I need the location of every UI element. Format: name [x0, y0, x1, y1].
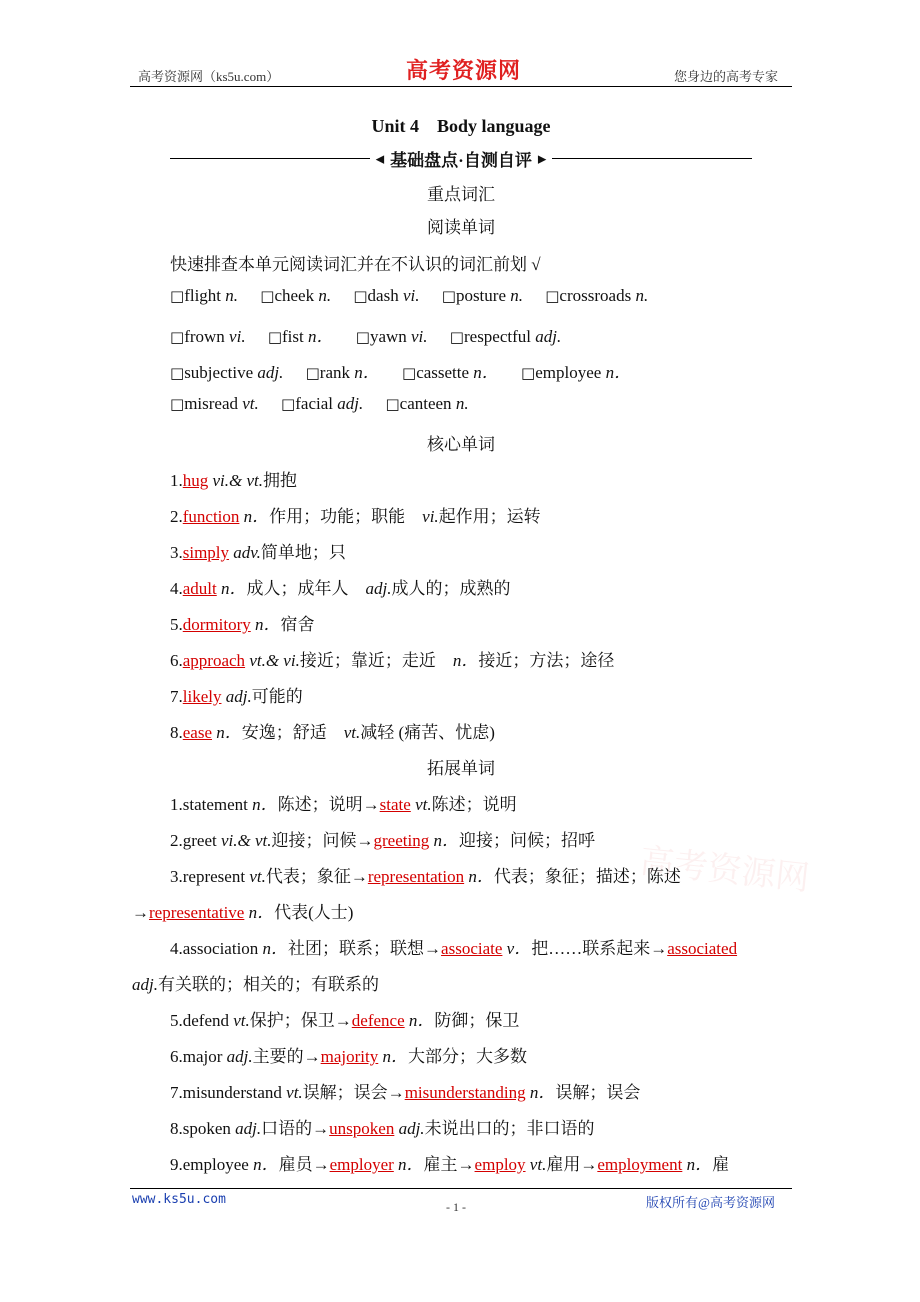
- answer-blank: adult: [182, 579, 217, 598]
- instruction: 快速排查本单元阅读词汇并在不认识的词汇前划 √: [170, 255, 541, 274]
- answer-blank: state: [379, 795, 411, 814]
- answer-blank: likely: [182, 687, 222, 706]
- checkbox-icon[interactable]: □: [385, 395, 400, 413]
- footer-rule: [130, 1188, 792, 1189]
- word-item[interactable]: □fist n．: [267, 327, 334, 346]
- word-item[interactable]: □canteen n.: [385, 394, 469, 413]
- checkbox-icon[interactable]: □: [521, 364, 536, 382]
- divider-rule-right: [552, 158, 752, 159]
- footer-link[interactable]: www.ks5u.com: [132, 1192, 226, 1207]
- section-divider: [130, 146, 792, 171]
- left-arrow-icon: ◂: [375, 148, 385, 168]
- subheading-key-vocab: 重点词汇: [427, 185, 495, 204]
- checkbox-icon[interactable]: □: [305, 364, 320, 382]
- extended-item: 6.major adj.主要的→majority n．大部分；大多数: [170, 1047, 527, 1066]
- answer-blank: ease: [182, 723, 213, 742]
- word-item[interactable]: □flight n.: [170, 286, 239, 305]
- checkbox-icon[interactable]: □: [449, 328, 464, 346]
- core-item: 3.simply adv.简单地；只: [170, 543, 346, 562]
- core-item: 6.approach vt.& vi.接近；靠近；走近 n．接近；方法；途径: [170, 651, 615, 670]
- core-item: 1.hug vi.& vt.拥抱: [170, 471, 298, 490]
- header-site-name: 高考资源网（ks5u.com）: [138, 69, 280, 84]
- page-title: Unit 4 Body language: [371, 116, 551, 136]
- divider-rule-left: [170, 158, 370, 159]
- checkbox-icon[interactable]: □: [402, 364, 417, 382]
- subheading-extended-words: 拓展单词: [427, 759, 495, 778]
- core-item: 2.function n．作用；功能；职能 vi.起作用；运转: [170, 507, 541, 526]
- extended-item: 7.misunderstand vt.误解；误会→misunderstanding n．误解；误会: [170, 1083, 641, 1102]
- answer-blank: employment: [597, 1155, 683, 1174]
- extended-item-continued: adj.有关联的；相关的；有联系的: [132, 975, 379, 994]
- extended-item: 2.greet vi.& vt.迎接；问候→greeting n．迎接；问候；招呼: [170, 831, 595, 850]
- word-item[interactable]: □yawn vi.: [355, 327, 428, 346]
- answer-blank: defence: [351, 1011, 405, 1030]
- answer-blank: approach: [182, 651, 246, 670]
- answer-blank: representation: [367, 867, 465, 886]
- site-logo: 高考资源网: [406, 59, 522, 84]
- section-heading: 基础盘点·自测自评: [390, 151, 532, 170]
- word-item[interactable]: □facial adj.: [281, 394, 364, 413]
- answer-blank: greeting: [373, 831, 430, 850]
- extended-item: 9.employee n．雇员→employer n．雇主→employ vt.雇用→employment n．雇: [170, 1155, 730, 1174]
- word-item[interactable]: □cheek n.: [260, 286, 332, 305]
- extended-item: 1.statement n．陈述；说明→state vt.陈述；说明: [170, 795, 517, 814]
- checkbox-icon[interactable]: □: [170, 287, 185, 305]
- word-item[interactable]: □crossroads n.: [545, 286, 649, 305]
- word-item[interactable]: □misread vt.: [170, 394, 259, 413]
- reading-row: [170, 286, 666, 306]
- page-number: - 1 -: [446, 1200, 466, 1214]
- core-item: 5.dormitory n．宿舍: [170, 615, 315, 634]
- answer-blank: misunderstanding: [404, 1083, 526, 1102]
- answer-blank: dormitory: [182, 615, 251, 634]
- watermark: 高考资源网: [638, 841, 812, 899]
- core-item: 7.likely adj.可能的: [170, 687, 303, 706]
- word-item[interactable]: □rank n．: [305, 363, 380, 382]
- answer-blank: associate: [441, 939, 503, 958]
- answer-blank: employer: [329, 1155, 394, 1174]
- extended-item: 4.association n．社团；联系；联想→associate v．把……联系起来→associated: [170, 939, 738, 958]
- word-item[interactable]: □subjective adj.: [170, 363, 284, 382]
- answer-blank: associated: [667, 939, 738, 958]
- answer-blank: representative: [149, 903, 245, 922]
- subheading-reading-words: 阅读单词: [427, 218, 495, 237]
- answer-blank: function: [182, 507, 240, 526]
- extended-item: 3.represent vt.代表；象征→representation n．代表；象征；描述；陈述: [170, 867, 681, 886]
- checkbox-icon[interactable]: □: [170, 364, 185, 382]
- checkbox-icon[interactable]: □: [441, 287, 456, 305]
- word-item[interactable]: □cassette n．: [402, 363, 499, 382]
- extended-item: 5.defend vt.保护；保卫→defence n．防御；保卫: [170, 1011, 520, 1030]
- word-item[interactable]: □respectful adj.: [449, 327, 562, 346]
- extended-item-continued: →representative n．代表(人士): [132, 903, 354, 922]
- answer-blank: simply: [182, 543, 230, 562]
- checkbox-icon[interactable]: □: [355, 328, 370, 346]
- word-item[interactable]: □posture n.: [441, 286, 523, 305]
- checkbox-icon[interactable]: □: [260, 287, 275, 305]
- checkbox-icon[interactable]: □: [170, 328, 185, 346]
- core-item: 4.adult n．成人；成年人 adj.成人的；成熟的: [170, 579, 511, 598]
- checkbox-icon[interactable]: □: [545, 287, 560, 305]
- header-rule: [130, 86, 792, 87]
- word-item[interactable]: □dash vi.: [353, 286, 420, 305]
- word-item[interactable]: □employee n．: [521, 363, 632, 382]
- reading-row: [170, 394, 487, 414]
- checkbox-icon[interactable]: □: [281, 395, 296, 413]
- answer-blank: unspoken: [329, 1119, 395, 1138]
- answer-blank: employ: [474, 1155, 526, 1174]
- extended-item: 8.spoken adj.口语的→unspoken adj.未说出口的；非口语的: [170, 1119, 595, 1138]
- checkbox-icon[interactable]: □: [353, 287, 368, 305]
- checkbox-icon[interactable]: □: [170, 395, 185, 413]
- reading-row: [170, 322, 579, 347]
- answer-blank: majority: [320, 1047, 379, 1066]
- checkbox-icon[interactable]: □: [267, 328, 283, 346]
- footer-copyright[interactable]: 版权所有@高考资源网: [646, 1195, 775, 1210]
- reading-row: [170, 358, 649, 383]
- header-slogan: 您身边的高考专家: [674, 69, 779, 84]
- subheading-core-words: 核心单词: [427, 435, 495, 454]
- word-item[interactable]: □frown vi.: [170, 327, 246, 346]
- answer-blank: hug: [182, 471, 209, 490]
- core-item: 8.ease n．安逸；舒适 vt.减轻 (痛苦、忧虑): [170, 723, 495, 742]
- right-arrow-icon: ▸: [537, 148, 547, 168]
